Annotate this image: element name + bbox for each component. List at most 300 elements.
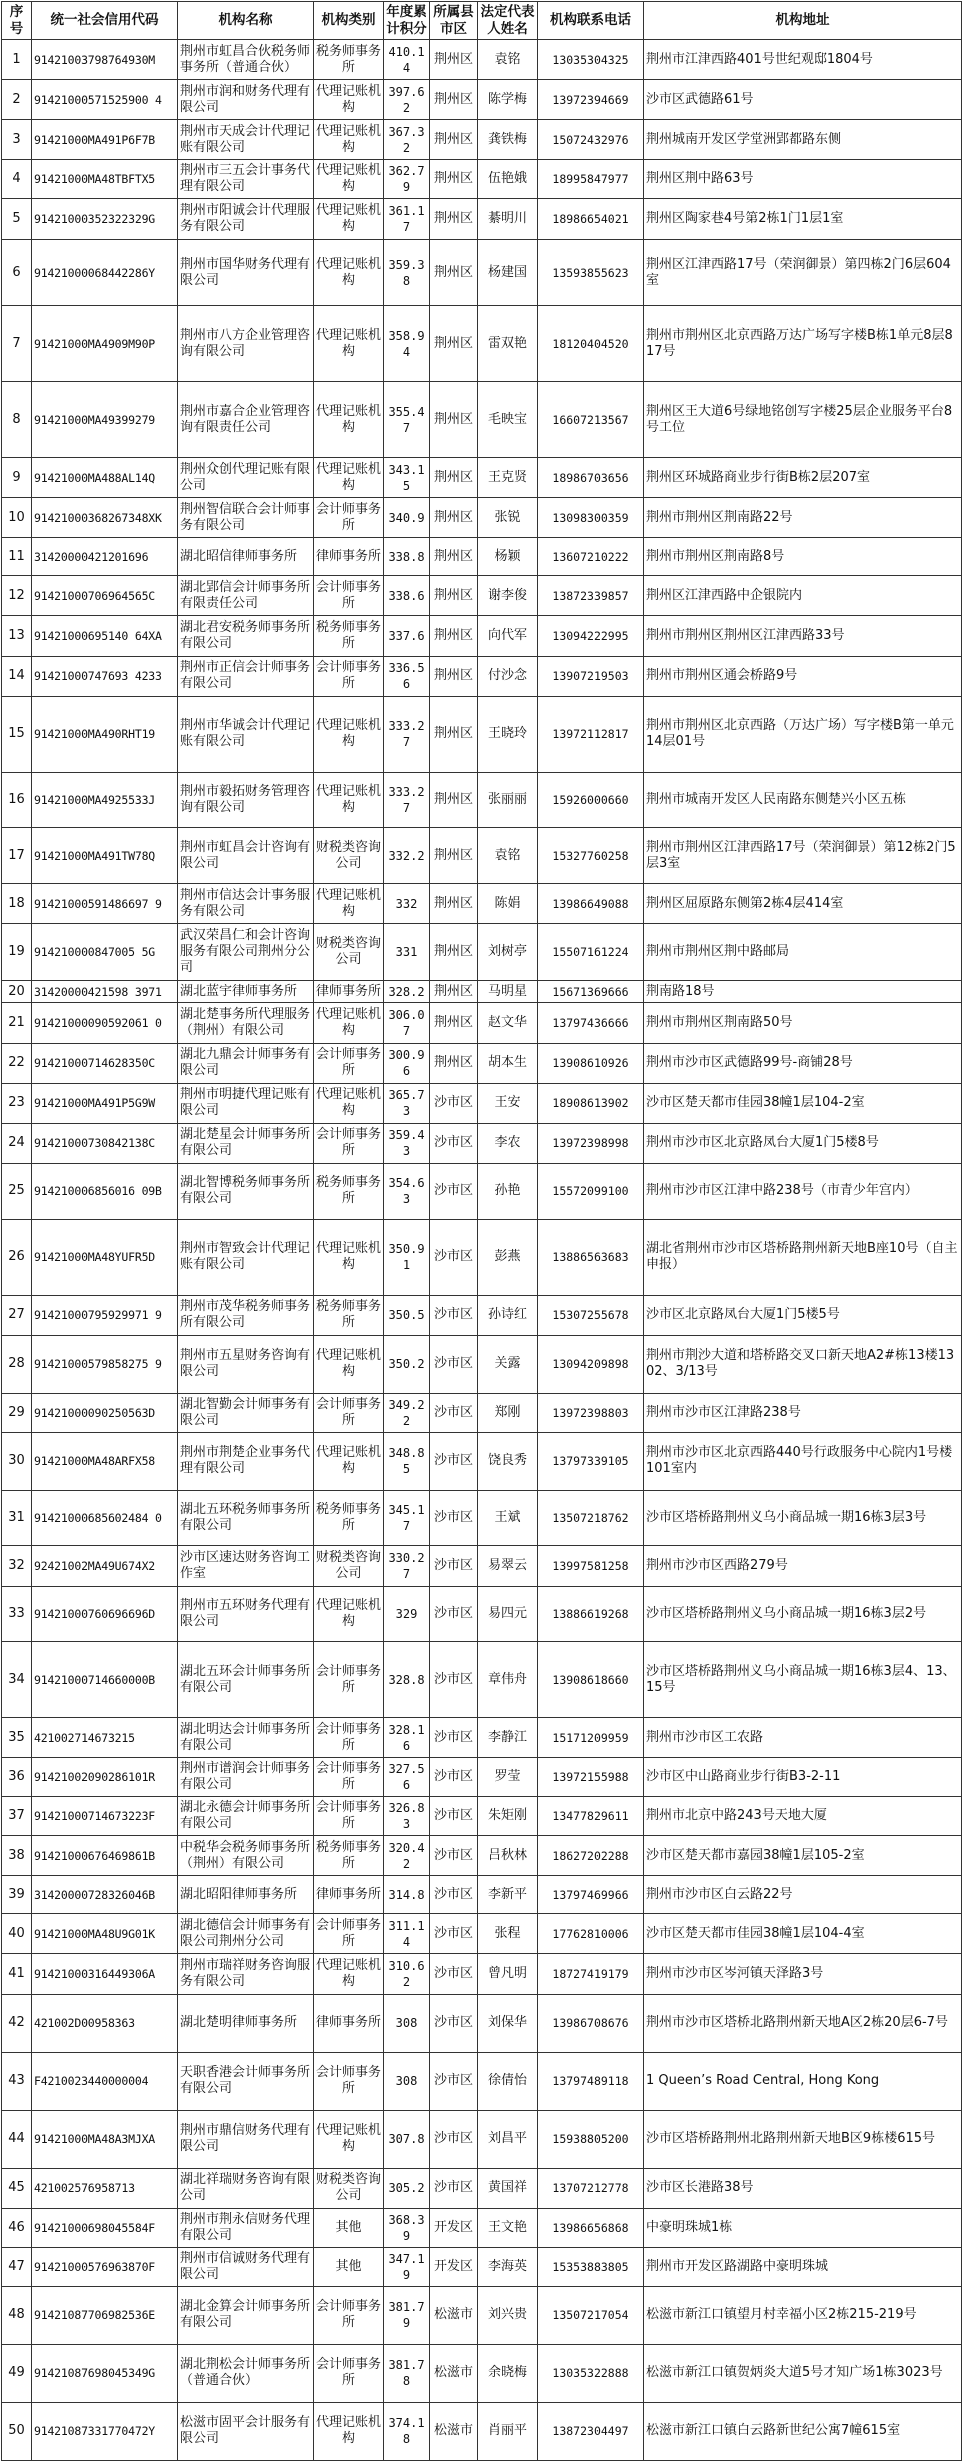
row-district: 沙市区 <box>430 1797 478 1836</box>
row-org-type: 会计师事务所 <box>314 656 384 696</box>
row-index: 16 <box>2 772 32 828</box>
row-district: 沙市区 <box>430 1335 478 1393</box>
row-legal-rep: 孙艳 <box>478 1163 538 1219</box>
table-row <box>2 576 962 616</box>
row-org-type: 会计师事务所 <box>314 2286 384 2344</box>
table-row <box>2 1876 962 1914</box>
row-address: 荆州市沙市区西路279号 <box>644 1546 962 1586</box>
table-row <box>2 1642 962 1718</box>
row-address: 荆州市城南开发区人民南路东侧楚兴小区五栋 <box>644 772 962 828</box>
row-legal-rep: 马明星 <box>478 981 538 1003</box>
row-legal-rep: 张锐 <box>478 498 538 538</box>
row-score: 348.85 <box>384 1432 430 1490</box>
row-address: 荆州市沙市区北京路凤台大厦1门5楼8号 <box>644 1123 962 1163</box>
row-district: 沙市区 <box>430 1876 478 1914</box>
row-phone: 18986703656 <box>538 458 644 498</box>
row-org-name: 荆州市虹昌会计咨询有限公司 <box>178 828 314 884</box>
row-legal-rep: 袁铭 <box>478 40 538 80</box>
row-index: 40 <box>2 1914 32 1954</box>
row-address: 荆州市荆州区荆州区江津西路33号 <box>644 616 962 656</box>
row-legal-rep: 谢李俊 <box>478 576 538 616</box>
row-district: 沙市区 <box>430 1083 478 1123</box>
row-org-name: 荆州市智致会计代理记账有限公司 <box>178 1219 314 1295</box>
row-address: 荆州市沙市区塔桥北路荆州新天地A区2栋20层6-7号 <box>644 1994 962 2052</box>
row-score: 331 <box>384 924 430 981</box>
row-score: 310.62 <box>384 1954 430 1994</box>
row-phone: 13507217054 <box>538 2286 644 2344</box>
row-credit-code: 91421000090592061 0 <box>32 1003 178 1043</box>
row-credit-code: 91421000MA4925533J <box>32 772 178 828</box>
row-phone: 15327760258 <box>538 828 644 884</box>
row-legal-rep: 章伟舟 <box>478 1642 538 1718</box>
row-org-name: 湖北五环税务师事务所有限公司 <box>178 1490 314 1546</box>
row-legal-rep: 关露 <box>478 1335 538 1393</box>
row-score: 338.6 <box>384 576 430 616</box>
row-phone: 18627202288 <box>538 1836 644 1876</box>
row-credit-code: 91421000MA491P6F7B <box>32 120 178 160</box>
row-address: 荆州市荆州区北京西路万达广场写字楼B栋1单元8层817号 <box>644 306 962 382</box>
row-org-type: 代理记账机构 <box>314 1219 384 1295</box>
row-index: 34 <box>2 1642 32 1718</box>
row-legal-rep: 徐倩怡 <box>478 2052 538 2110</box>
row-district: 沙市区 <box>430 1586 478 1642</box>
table-row <box>2 1914 962 1954</box>
row-phone: 15507161224 <box>538 924 644 981</box>
row-org-type: 会计师事务所 <box>314 498 384 538</box>
row-org-name: 武汉荣昌仁和会计咨询服务有限公司荆州分公司 <box>178 924 314 981</box>
row-org-type: 代理记账机构 <box>314 160 384 199</box>
row-district: 荆州区 <box>430 498 478 538</box>
row-address: 荆州区江津西路中企银院内 <box>644 576 962 616</box>
table-row <box>2 160 962 199</box>
row-index: 27 <box>2 1295 32 1335</box>
table-row <box>2 981 962 1003</box>
row-address: 沙市区楚天都市佳园38幢1层104-2室 <box>644 1083 962 1123</box>
row-org-name: 湖北昭信律师事务所 <box>178 538 314 576</box>
row-address: 1 Queen’s Road Central, Hong Kong <box>644 2052 962 2110</box>
row-phone: 18995847977 <box>538 160 644 199</box>
row-credit-code: 91421002090286101R <box>32 1758 178 1797</box>
row-district: 荆州区 <box>430 306 478 382</box>
row-org-name: 湖北五环会计师事务所有限公司 <box>178 1642 314 1718</box>
row-district: 荆州区 <box>430 616 478 656</box>
row-org-type: 代理记账机构 <box>314 239 384 306</box>
row-credit-code: 91421000685602484 0 <box>32 1490 178 1546</box>
row-org-name: 荆州市三五会计事务代理有限公司 <box>178 160 314 199</box>
table-row <box>2 2402 962 2460</box>
row-phone: 13986656868 <box>538 2208 644 2247</box>
row-score: 329 <box>384 1586 430 1642</box>
header-row <box>2 2 962 40</box>
row-org-type: 律师事务所 <box>314 1994 384 2052</box>
row-legal-rep: 饶良秀 <box>478 1432 538 1490</box>
row-score: 336.56 <box>384 656 430 696</box>
row-index: 17 <box>2 828 32 884</box>
header-legal-rep: 法定代表人姓名 <box>478 2 538 40</box>
header-org-name: 机构名称 <box>178 2 314 40</box>
row-org-type: 会计师事务所 <box>314 2052 384 2110</box>
row-score: 365.73 <box>384 1083 430 1123</box>
row-address: 荆州市北京中路243号天地大厦 <box>644 1797 962 1836</box>
row-district: 沙市区 <box>430 1718 478 1758</box>
table-row <box>2 1043 962 1083</box>
row-district: 荆州区 <box>430 160 478 199</box>
row-org-type: 代理记账机构 <box>314 382 384 458</box>
row-index: 29 <box>2 1393 32 1432</box>
row-index: 24 <box>2 1123 32 1163</box>
row-org-name: 荆州市国华财务代理有限公司 <box>178 239 314 306</box>
row-legal-rep: 李农 <box>478 1123 538 1163</box>
table-row <box>2 2168 962 2208</box>
row-org-type: 律师事务所 <box>314 981 384 1003</box>
row-index: 28 <box>2 1335 32 1393</box>
row-address: 荆州区环城路商业步行街B栋2层207室 <box>644 458 962 498</box>
row-org-name: 荆州市五星财务咨询有限公司 <box>178 1335 314 1393</box>
row-org-type: 会计师事务所 <box>314 1718 384 1758</box>
row-index: 35 <box>2 1718 32 1758</box>
table-row <box>2 1393 962 1432</box>
row-address: 沙市区楚天都市佳园38幢1层104-4室 <box>644 1914 962 1954</box>
row-index: 49 <box>2 2344 32 2402</box>
row-org-name: 荆州市信诚财务代理有限公司 <box>178 2247 314 2286</box>
row-phone: 17762810006 <box>538 1914 644 1954</box>
row-org-name: 湖北金算会计师事务所有限公司 <box>178 2286 314 2344</box>
row-address: 荆州区陶家巷4号第2栋1门1层1室 <box>644 199 962 239</box>
row-legal-rep: 杨建国 <box>478 239 538 306</box>
row-org-name: 湖北楚事务所代理服务（荆州）有限公司 <box>178 1003 314 1043</box>
row-org-type: 财税类咨询公司 <box>314 924 384 981</box>
row-credit-code: 91421000MA48TBFTX5 <box>32 160 178 199</box>
row-org-name: 荆州市信达会计事务服务有限公司 <box>178 884 314 924</box>
row-address: 沙市区中山路商业步行街B3-2-11 <box>644 1758 962 1797</box>
row-org-name: 荆州市明捷代理记账有限公司 <box>178 1083 314 1123</box>
header-credit-code: 统一社会信用代码 <box>32 2 178 40</box>
row-credit-code: 31420000421598 3971 <box>32 981 178 1003</box>
row-index: 25 <box>2 1163 32 1219</box>
row-district: 沙市区 <box>430 1954 478 1994</box>
row-org-type: 律师事务所 <box>314 1876 384 1914</box>
row-district: 荆州区 <box>430 538 478 576</box>
row-phone: 13797469966 <box>538 1876 644 1914</box>
header-index: 序号 <box>2 2 32 40</box>
table-row <box>2 1718 962 1758</box>
row-phone: 13593855623 <box>538 239 644 306</box>
row-score: 355.47 <box>384 382 430 458</box>
row-org-type: 其他 <box>314 2208 384 2247</box>
row-phone: 13094209898 <box>538 1335 644 1393</box>
table-row <box>2 696 962 772</box>
row-org-type: 代理记账机构 <box>314 1003 384 1043</box>
row-credit-code: 91421000368267348XK <box>32 498 178 538</box>
row-legal-rep: 陈娟 <box>478 884 538 924</box>
table-row <box>2 924 962 981</box>
row-org-type: 代理记账机构 <box>314 1586 384 1642</box>
row-org-name: 荆州市荆楚企业事务代理有限公司 <box>178 1432 314 1490</box>
row-legal-rep: 罗莹 <box>478 1758 538 1797</box>
row-address: 荆州市荆州区北京西路（万达广场）写字楼B第一单元14层01号 <box>644 696 962 772</box>
row-phone: 18120404520 <box>538 306 644 382</box>
row-address: 荆州市荆州区通会桥路9号 <box>644 656 962 696</box>
row-legal-rep: 王安 <box>478 1083 538 1123</box>
row-org-type: 代理记账机构 <box>314 2110 384 2168</box>
row-district: 荆州区 <box>430 40 478 80</box>
row-score: 330.27 <box>384 1546 430 1586</box>
row-index: 38 <box>2 1836 32 1876</box>
row-org-name: 荆州市天成会计代理记账有限公司 <box>178 120 314 160</box>
row-index: 1 <box>2 40 32 80</box>
row-score: 328.8 <box>384 1642 430 1718</box>
row-credit-code: 91421000760696696D <box>32 1586 178 1642</box>
table-row <box>2 1490 962 1546</box>
table-row <box>2 1335 962 1393</box>
table-row <box>2 1219 962 1295</box>
table-row <box>2 306 962 382</box>
row-address: 荆州市荆沙大道和塔桥路交叉口新天地A2#栋13楼1302、3/13号 <box>644 1335 962 1393</box>
row-org-type: 财税类咨询公司 <box>314 1546 384 1586</box>
row-phone: 13972398803 <box>538 1393 644 1432</box>
row-phone: 13094222995 <box>538 616 644 656</box>
row-index: 9 <box>2 458 32 498</box>
row-district: 沙市区 <box>430 2110 478 2168</box>
row-score: 359.43 <box>384 1123 430 1163</box>
row-org-type: 财税类咨询公司 <box>314 828 384 884</box>
table-row <box>2 1797 962 1836</box>
table-row <box>2 656 962 696</box>
row-index: 8 <box>2 382 32 458</box>
row-phone: 13872339857 <box>538 576 644 616</box>
row-credit-code: 91421000714673223F <box>32 1797 178 1836</box>
row-legal-rep: 杨颖 <box>478 538 538 576</box>
row-district: 荆州区 <box>430 884 478 924</box>
row-org-name: 湖北荆松会计师事务所（普通合伙） <box>178 2344 314 2402</box>
row-index: 19 <box>2 924 32 981</box>
row-phone: 15926000660 <box>538 772 644 828</box>
row-credit-code: 914210006856016 09B <box>32 1163 178 1219</box>
row-phone: 18986654021 <box>538 199 644 239</box>
row-org-name: 湖北明达会计师事务所有限公司 <box>178 1718 314 1758</box>
row-address: 荆州市沙市区武德路99号-商铺28号 <box>644 1043 962 1083</box>
row-score: 343.15 <box>384 458 430 498</box>
row-address: 荆州市沙市区江津路238号 <box>644 1393 962 1432</box>
row-org-type: 代理记账机构 <box>314 772 384 828</box>
row-district: 荆州区 <box>430 120 478 160</box>
row-address: 沙市区武德路61号 <box>644 80 962 120</box>
row-credit-code: 91421003798764930M <box>32 40 178 80</box>
header-score: 年度累计积分 <box>384 2 430 40</box>
row-legal-rep: 陈学梅 <box>478 80 538 120</box>
row-org-type: 代理记账机构 <box>314 696 384 772</box>
table-row <box>2 616 962 656</box>
row-score: 308 <box>384 1994 430 2052</box>
row-org-type: 律师事务所 <box>314 538 384 576</box>
table-row <box>2 1994 962 2052</box>
row-district: 沙市区 <box>430 1758 478 1797</box>
row-score: 311.14 <box>384 1914 430 1954</box>
row-index: 42 <box>2 1994 32 2052</box>
row-org-name: 荆州市正信会计师事务有限公司 <box>178 656 314 696</box>
row-index: 5 <box>2 199 32 239</box>
row-credit-code: 91421000MA48A3MJXA <box>32 2110 178 2168</box>
row-district: 荆州区 <box>430 828 478 884</box>
row-org-name: 湖北德信会计师事务有限公司荆州分公司 <box>178 1914 314 1954</box>
row-district: 沙市区 <box>430 2168 478 2208</box>
row-org-type: 税务师事务所 <box>314 1836 384 1876</box>
table-row <box>2 120 962 160</box>
row-org-name: 湖北昭阳律师事务所 <box>178 1876 314 1914</box>
row-district: 沙市区 <box>430 1836 478 1876</box>
row-district: 松滋市 <box>430 2286 478 2344</box>
row-phone: 13035304325 <box>538 40 644 80</box>
row-phone: 13972112817 <box>538 696 644 772</box>
table-row <box>2 498 962 538</box>
row-phone: 13886619268 <box>538 1586 644 1642</box>
row-address: 荆州市荆州区荆南路50号 <box>644 1003 962 1043</box>
row-phone: 15353883805 <box>538 2247 644 2286</box>
row-address: 沙市区塔桥路荆州北路荆州新天地B区9栋楼615号 <box>644 2110 962 2168</box>
header-phone: 机构联系电话 <box>538 2 644 40</box>
row-org-name: 荆州市八方企业管理咨询有限公司 <box>178 306 314 382</box>
row-legal-rep: 刘树亭 <box>478 924 538 981</box>
row-org-type: 会计师事务所 <box>314 1797 384 1836</box>
row-org-type: 税务师事务所 <box>314 1295 384 1335</box>
row-credit-code: 91421087331770472Y <box>32 2402 178 2460</box>
row-index: 4 <box>2 160 32 199</box>
row-legal-rep: 吕秋林 <box>478 1836 538 1876</box>
row-credit-code: 91421000MA488AL14Q <box>32 458 178 498</box>
row-org-type: 会计师事务所 <box>314 1914 384 1954</box>
row-org-type: 代理记账机构 <box>314 306 384 382</box>
row-index: 32 <box>2 1546 32 1586</box>
row-address: 荆州市江津西路401号世纪观邸1804号 <box>644 40 962 80</box>
row-phone: 15072432976 <box>538 120 644 160</box>
row-org-name: 湖北九鼎会计师事务有限公司 <box>178 1043 314 1083</box>
row-phone: 15938805200 <box>538 2110 644 2168</box>
row-address: 湖北省荆州市沙市区塔桥路荆州新天地B座10号（自主申报） <box>644 1219 962 1295</box>
row-district: 沙市区 <box>430 1994 478 2052</box>
row-score: 368.39 <box>384 2208 430 2247</box>
table-row <box>2 1163 962 1219</box>
row-credit-code: 31420000728326046B <box>32 1876 178 1914</box>
row-district: 松滋市 <box>430 2344 478 2402</box>
row-score: 374.18 <box>384 2402 430 2460</box>
row-address: 松滋市新江口镇白云路新世纪公寓7幢615室 <box>644 2402 962 2460</box>
row-org-name: 荆州市虹昌合伙税务师事务所（普通合伙） <box>178 40 314 80</box>
row-district: 沙市区 <box>430 1295 478 1335</box>
row-address: 荆州区荆中路63号 <box>644 160 962 199</box>
row-index: 31 <box>2 1490 32 1546</box>
row-score: 327.56 <box>384 1758 430 1797</box>
row-credit-code: 91421000MA491P5G9W <box>32 1083 178 1123</box>
table-row <box>2 40 962 80</box>
table-row <box>2 458 962 498</box>
row-phone: 13797436666 <box>538 1003 644 1043</box>
row-phone: 13997581258 <box>538 1546 644 1586</box>
row-address: 沙市区塔桥路荆州义乌小商品城一期16栋3层4、13、15号 <box>644 1642 962 1718</box>
row-index: 46 <box>2 2208 32 2247</box>
row-score: 305.2 <box>384 2168 430 2208</box>
row-index: 15 <box>2 696 32 772</box>
row-org-name: 湖北永德会计师事务所有限公司 <box>178 1797 314 1836</box>
row-score: 397.62 <box>384 80 430 120</box>
row-org-type: 会计师事务所 <box>314 1043 384 1083</box>
table-row <box>2 199 962 239</box>
row-credit-code: 91421000698045584F <box>32 2208 178 2247</box>
row-district: 沙市区 <box>430 1546 478 1586</box>
row-address: 松滋市新江口镇贺炳炎大道5号才知广场1栋3023号 <box>644 2344 962 2402</box>
row-legal-rep: 向代军 <box>478 616 538 656</box>
row-district: 荆州区 <box>430 924 478 981</box>
row-org-name: 湖北楚明律师事务所 <box>178 1994 314 2052</box>
row-phone: 15307255678 <box>538 1295 644 1335</box>
row-address: 荆州市荆州区江津西路17号（荣润御景）第12栋2门5层3室 <box>644 828 962 884</box>
row-score: 345.17 <box>384 1490 430 1546</box>
row-legal-rep: 彭燕 <box>478 1219 538 1295</box>
row-legal-rep: 綦明川 <box>478 199 538 239</box>
row-legal-rep: 郑刚 <box>478 1393 538 1432</box>
row-legal-rep: 王晓玲 <box>478 696 538 772</box>
row-credit-code: 91421000747693 4233 <box>32 656 178 696</box>
row-score: 381.79 <box>384 2286 430 2344</box>
row-org-type: 会计师事务所 <box>314 576 384 616</box>
row-index: 48 <box>2 2286 32 2344</box>
row-score: 362.79 <box>384 160 430 199</box>
row-phone: 13972155988 <box>538 1758 644 1797</box>
row-legal-rep: 龚铁梅 <box>478 120 538 160</box>
row-credit-code: 31420000421201696 <box>32 538 178 576</box>
row-score: 328.2 <box>384 981 430 1003</box>
row-score: 359.38 <box>384 239 430 306</box>
row-credit-code: 91421087706982536E <box>32 2286 178 2344</box>
row-district: 沙市区 <box>430 1432 478 1490</box>
row-score: 308 <box>384 2052 430 2110</box>
row-score: 358.94 <box>384 306 430 382</box>
header-address: 机构地址 <box>644 2 962 40</box>
row-org-name: 荆州市毅拓财务管理咨询有限公司 <box>178 772 314 828</box>
row-legal-rep: 王文艳 <box>478 2208 538 2247</box>
row-index: 14 <box>2 656 32 696</box>
row-score: 338.8 <box>384 538 430 576</box>
table-row <box>2 1003 962 1043</box>
row-district: 荆州区 <box>430 696 478 772</box>
row-org-type: 税务师事务所 <box>314 1163 384 1219</box>
row-score: 354.63 <box>384 1163 430 1219</box>
table-row <box>2 772 962 828</box>
row-legal-rep: 付沙念 <box>478 656 538 696</box>
row-phone: 13986649088 <box>538 884 644 924</box>
row-credit-code: 91421000706964565C <box>32 576 178 616</box>
row-org-name: 湖北蓝宇律师事务所 <box>178 981 314 1003</box>
header-district: 所属县市区 <box>430 2 478 40</box>
table-row <box>2 2286 962 2344</box>
row-org-type: 代理记账机构 <box>314 1432 384 1490</box>
row-legal-rep: 刘保华 <box>478 1994 538 2052</box>
row-address: 荆州市沙市区工农路 <box>644 1718 962 1758</box>
row-index: 30 <box>2 1432 32 1490</box>
table-row <box>2 1954 962 1994</box>
row-phone: 13972398998 <box>538 1123 644 1163</box>
row-legal-rep: 李静江 <box>478 1718 538 1758</box>
row-credit-code: 91421087698045349G <box>32 2344 178 2402</box>
row-district: 沙市区 <box>430 1490 478 1546</box>
table-row <box>2 2052 962 2110</box>
row-credit-code: 421002D00958363 <box>32 1994 178 2052</box>
row-index: 50 <box>2 2402 32 2460</box>
row-org-name: 荆州市华诚会计代理记账有限公司 <box>178 696 314 772</box>
row-district: 荆州区 <box>430 1003 478 1043</box>
row-org-name: 中税华会税务师事务所（荆州）有限公司 <box>178 1836 314 1876</box>
row-org-type: 代理记账机构 <box>314 2402 384 2460</box>
row-phone: 13907219503 <box>538 656 644 696</box>
